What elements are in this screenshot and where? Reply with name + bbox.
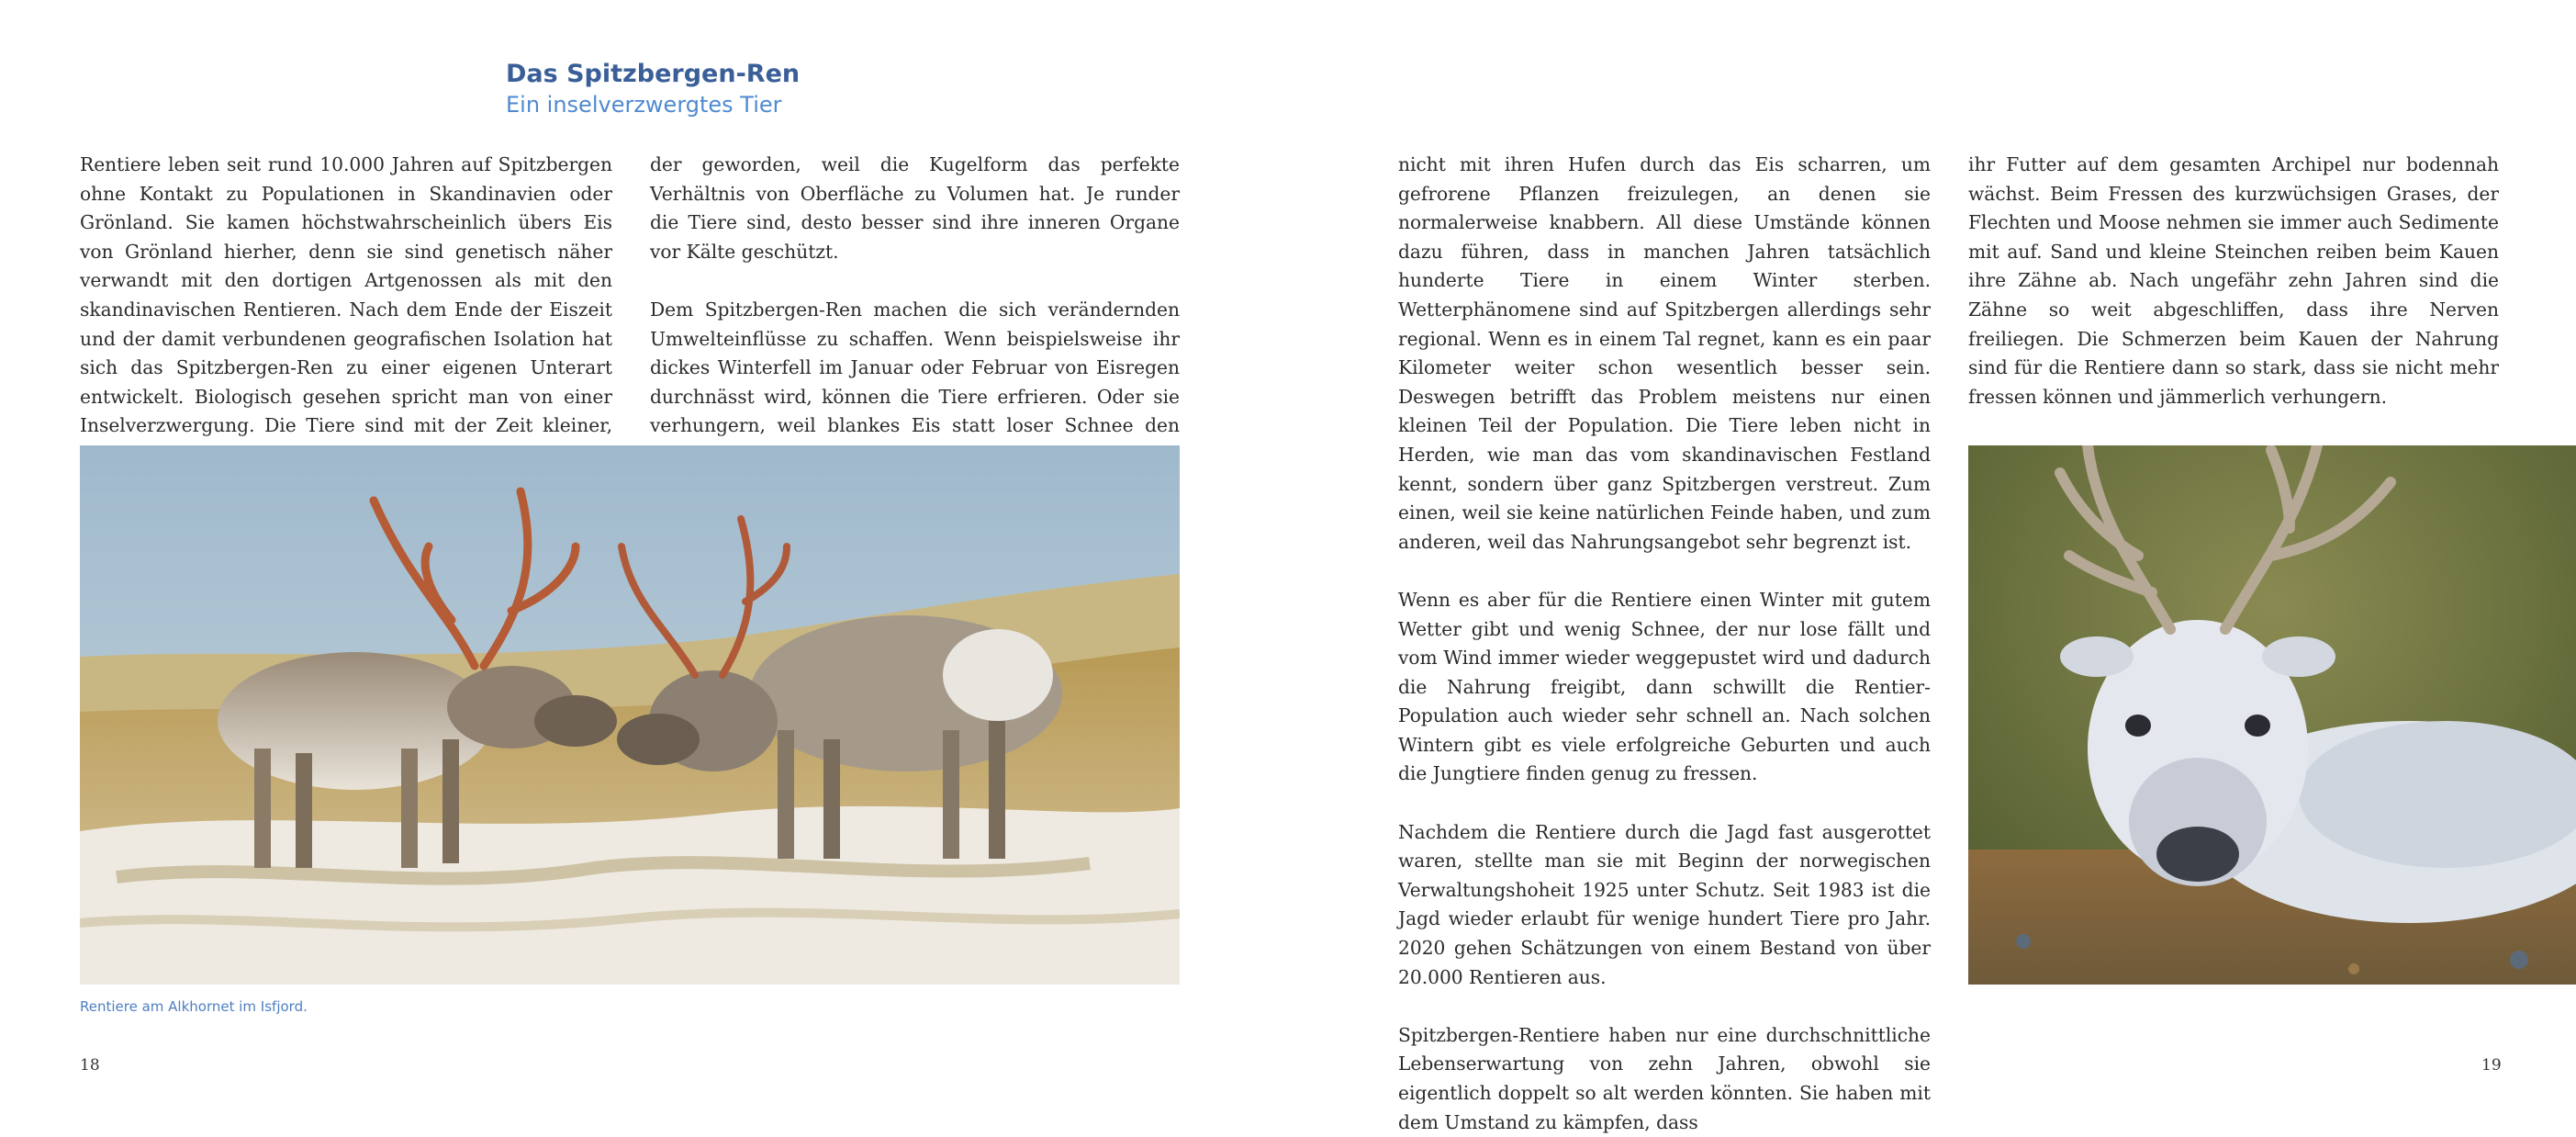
paragraph: Dem Spitzbergen-Ren machen die sich verändernden Umwelteinflüsse zu schaffen. Wenn beispielsweise ihr dickes Winterfell im Januar oder Februar von Eisregen durchnässt wird, können die Tiere erfrieren. Oder sie verhungern, weil blankes Eis statt loser Schnee den [650, 298, 1180, 437]
reindeer-pair-photo [80, 445, 1180, 985]
paragraph: ihr Futter auf dem gesamten Archipel nur bodennah wächst. Beim Fressen des kurzwüchsigen Grases, der Flechten und Moose nehmen sie immer auch Sedimente mit auf. Sand und kleine Steinchen reiben beim Kauen ihre Zähne ab. Nach ungefähr zehn Jahren sind die Zähne so weit abgeschliffen, dass ihre Nerven freiliegen. Die Schmerzen beim Kauen der Nahrung sind für die Rentiere dann so stark, dass sie nicht mehr fressen können und jämmerlich verhungern. [1968, 153, 2499, 408]
page-number-right: 19 [2481, 1056, 2502, 1075]
page-number-left: 18 [80, 1056, 100, 1075]
reindeer-portrait-photo [1968, 445, 2576, 985]
text-column-4 [1968, 151, 2499, 411]
paragraph: Spitzbergen-Rentiere haben nur eine durchschnittliche Lebenserwartung von zehn Jahren, obwohl sie eigentlich doppelt so alt werden könnten. Sie haben mit dem Umstand zu kämpfen, dass [1398, 1023, 1931, 1133]
paragraph: Wenn es aber für die Rentiere einen Winter mit gutem Wetter gibt und wenig Schnee, der nur lose fällt und vom Wind immer wieder weggepustet wird und dadurch die Nahrung freigibt, dann schwillt die Rentier-Population auch wieder sehr schnell an. Nach solchen Wintern gibt es viele erfolgreiche Geburten und auch die Jungtiere finden genug zu fressen. [1398, 588, 1931, 785]
paragraph: nicht mit ihren Hufen durch das Eis scharren, um gefrorene Pflanzen freizulegen, an denen sie normalerweise knabbern. All diese Umstände können dazu führen, dass in manchen Jahren tatsächlich hunderte Tiere in einem Winter sterben. Wetterphänomene sind auf Spitzbergen allerdings sehr regional. Wenn es in einem Tal regnet, kann es ein paar Kilometer weiter schon wesentlich besser sein. Deswegen betrifft das Problem meistens nur einen kleinen Teil der Population. Die Tiere leben nicht in Herden, wie man das vom skandinavischen Festland kennt, sondern über ganz Spitzbergen verstreut. Zum einen, weil sie keine natürlichen Feinde haben, und zum anderen, weil das Nahrungsangebot sehr begrenzt ist. [1398, 153, 1931, 553]
article-subtitle: Ein inselverzwergtes Tier [506, 92, 782, 118]
text-column-3 [1398, 151, 1931, 1137]
paragraph: Nachdem die Rentiere durch die Jagd fast ausgerottet waren, stellte man sie mit Beginn der norwegischen Verwaltungshoheit 1925 unter Schutz. Seit 1983 ist die Jagd wieder erlaubt für wenige hundert Tiere pro Jahr. 2020 gehen Schätzungen von einem Bestand von über 20.000 Rentieren aus. [1398, 820, 1931, 988]
photo-caption: Rentiere am Alkhornet im Isfjord. [80, 998, 308, 1015]
article-title: Das Spitzbergen-Ren [506, 60, 801, 88]
text-column-2 [650, 151, 1180, 470]
article-heading [506, 59, 800, 119]
text-column-1 [80, 151, 612, 470]
paragraph: Rentiere leben seit rund 10.000 Jahren auf Spitzbergen ohne Kontakt zu Populationen in Skandinavien oder Grönland. Sie kamen höchstwahrscheinlich übers Eis von Grönland hierher, denn sie sind genetisch näher verwandt mit den dortigen Artgenossen als mit den skandinavischen Rentieren. Nach dem Ende der Eiszeit und der damit verbundenen geografischen Isolation hat sich das Spitzbergen-Ren zu einer eigenen Unterart entwickelt. Biologisch gesehen spricht man von einer Inselverzwergung. Die Tiere sind mit der Zeit kleiner, [80, 153, 612, 437]
paragraph: der geworden, weil die Kugelform das perfekte Verhältnis von Oberfläche zu Volumen hat. Je runder die Tiere sind, desto besser sind ihre inneren Organe vor Kälte geschützt. [650, 153, 1180, 263]
